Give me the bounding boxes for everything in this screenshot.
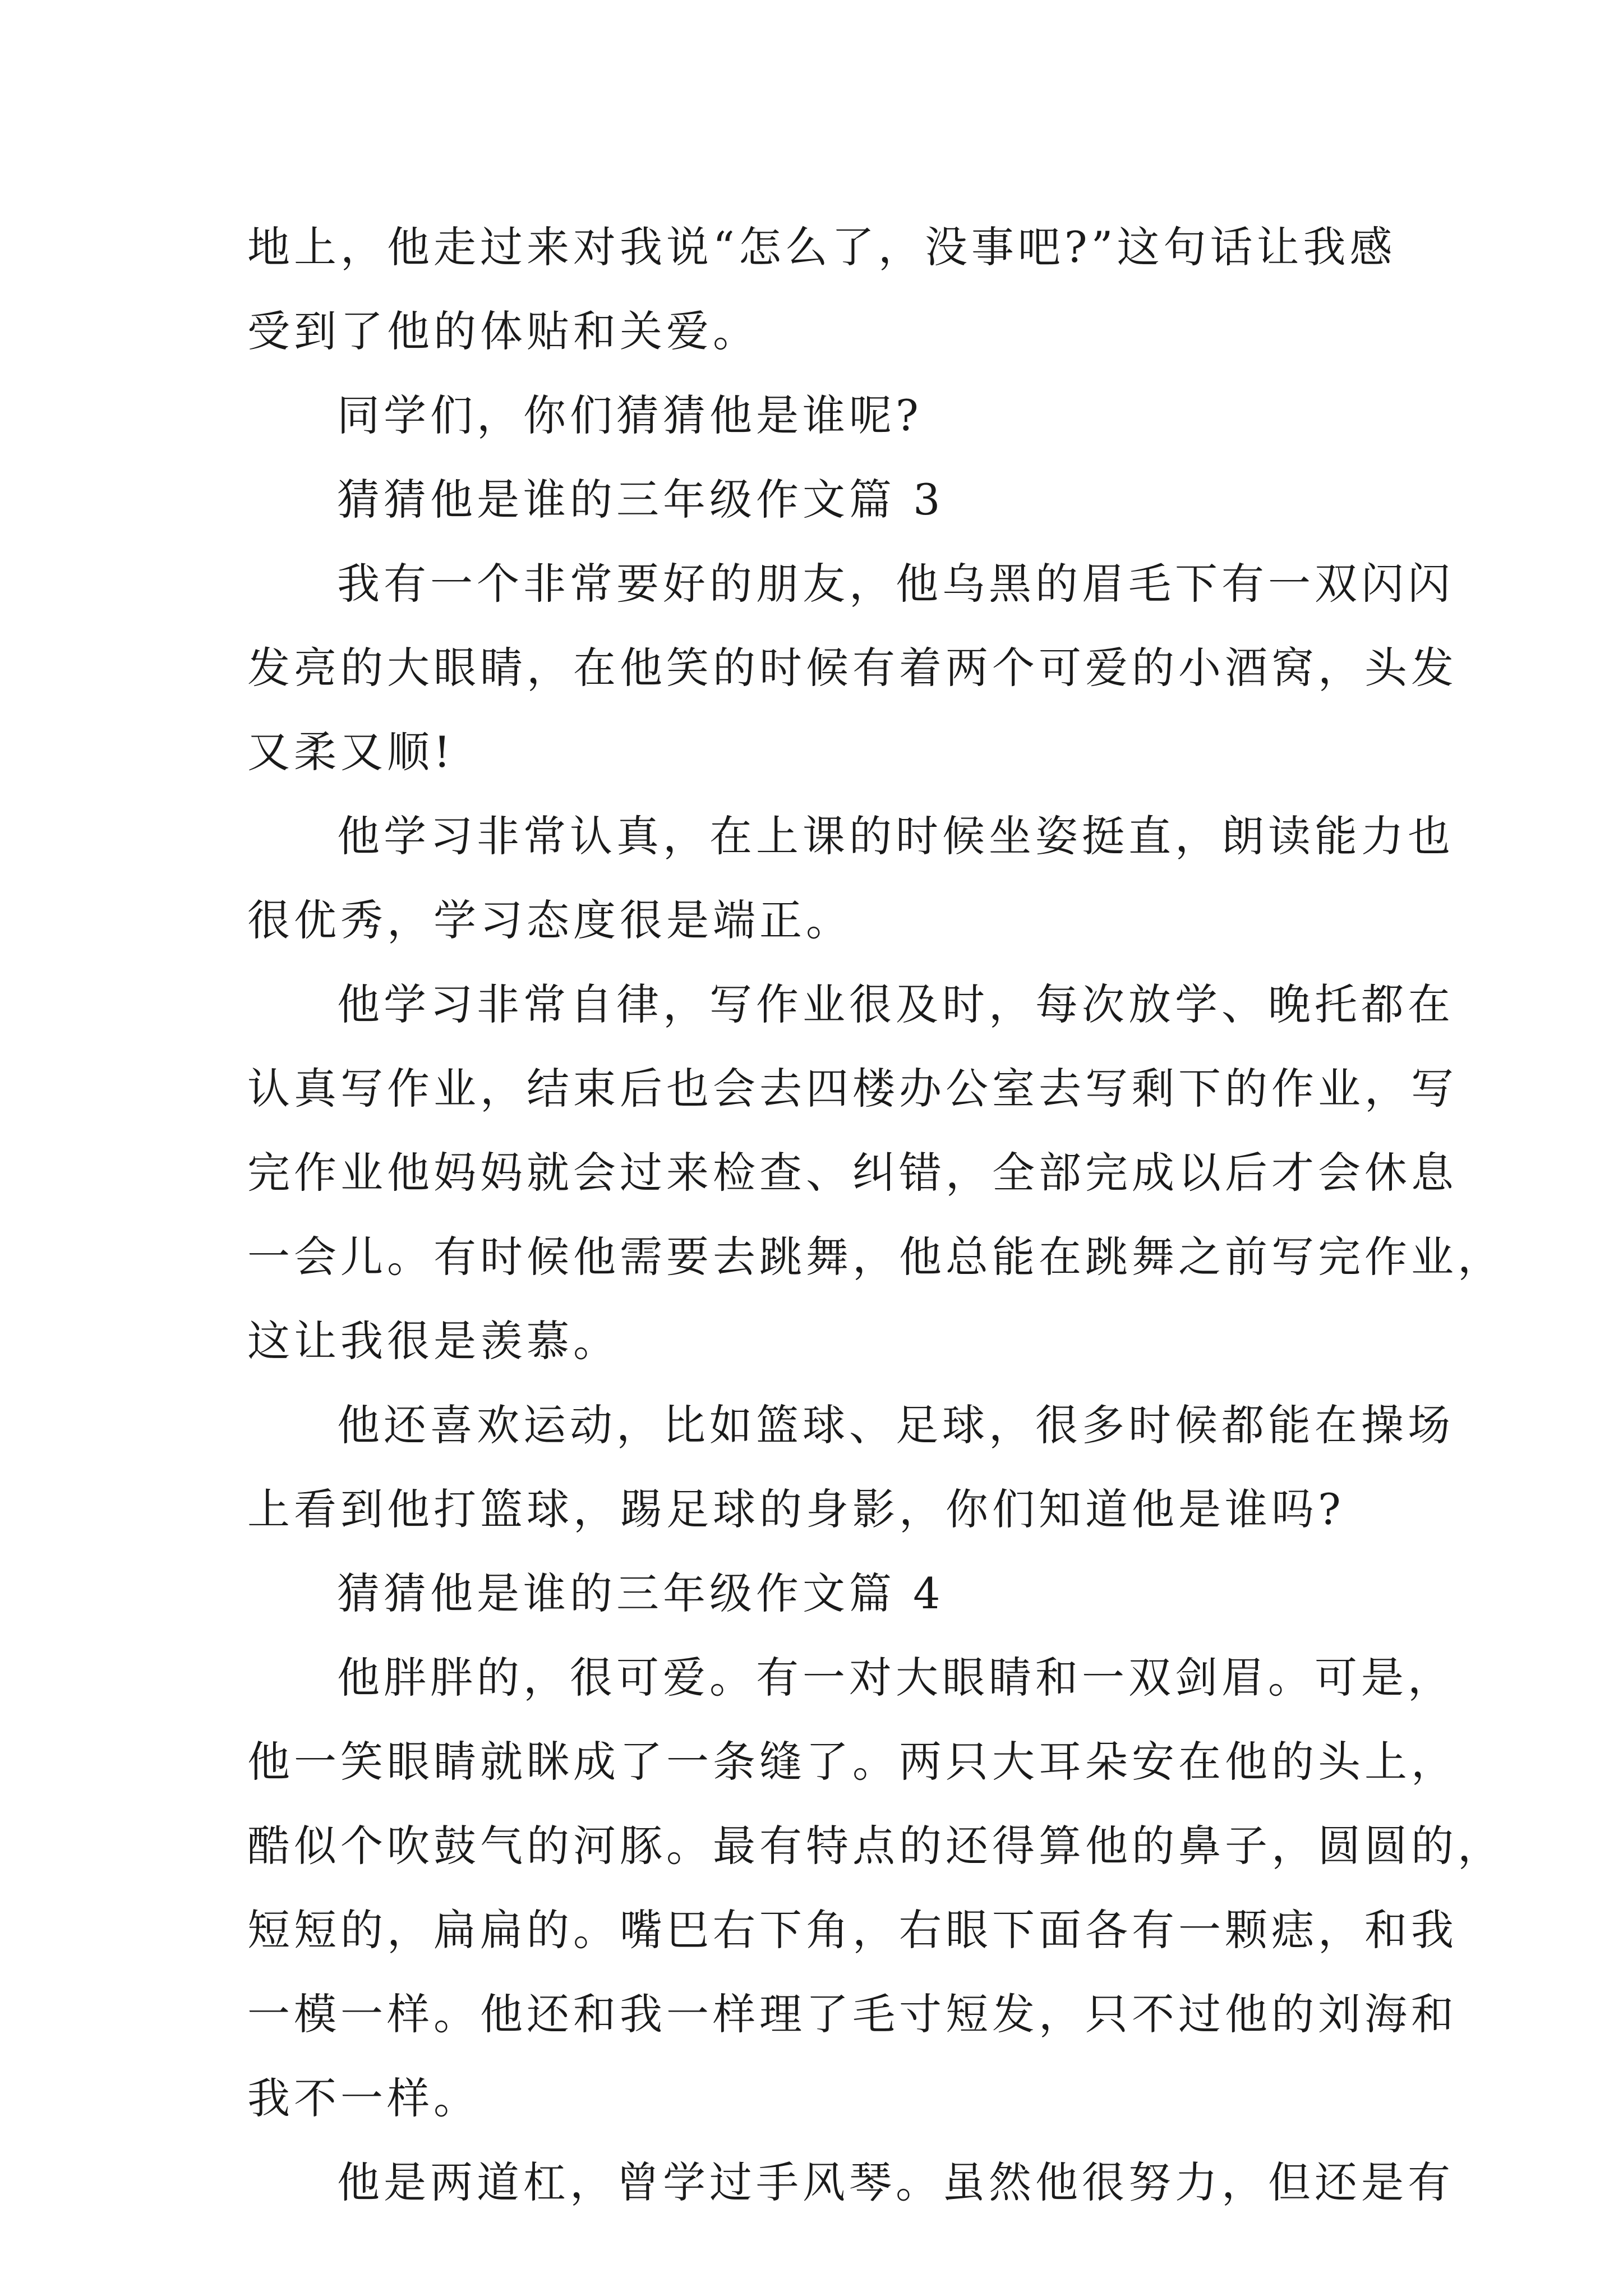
text-line: 酷似个吹鼓气的河豚。最有特点的还得算他的鼻子，圆圆的，	[247, 1821, 1504, 1871]
text-line: 他胖胖的，很可爱。有一对大眼睛和一双剑眉。可是，	[337, 1653, 1454, 1703]
text-line: 我有一个非常要好的朋友，他乌黑的眉毛下有一双闪闪	[337, 559, 1454, 609]
section-heading: 猜猜他是谁的三年级作文篇 3	[337, 475, 944, 524]
text-line: 我不一样。	[247, 2073, 480, 2123]
text-line: 完作业他妈妈就会过来检查、纠错，全部完成以后才会休息	[247, 1148, 1458, 1198]
text-line: 一会儿。有时候他需要去跳舞，他总能在跳舞之前写完作业，	[247, 1232, 1504, 1282]
text-line: 很优秀，学习态度很是端正。	[247, 895, 852, 945]
text-line: 他学习非常认真，在上课的时候坐姿挺直，朗读能力也	[337, 811, 1454, 861]
text-line: 发亮的大眼睛，在他笑的时候有着两个可爱的小酒窝，头发	[247, 643, 1458, 693]
text-line: 一模一样。他还和我一样理了毛寸短发，只不过他的刘海和	[247, 1989, 1458, 2039]
text-line: 他学习非常自律，写作业很及时，每次放学、晚托都在	[337, 979, 1454, 1029]
text-line: 同学们，你们猜猜他是谁呢?	[337, 390, 923, 440]
text-line: 他一笑眼睛就眯成了一条缝了。两只大耳朵安在他的头上，	[247, 1737, 1458, 1787]
text-line: 他还喜欢运动，比如篮球、足球，很多时候都能在操场	[337, 1400, 1454, 1450]
section-heading: 猜猜他是谁的三年级作文篇 4	[337, 1568, 944, 1618]
text-line: 认真写作业，结束后也会去四楼办公室去写剩下的作业，写	[247, 1064, 1458, 1114]
text-line: 受到了他的体贴和关爱。	[247, 306, 759, 356]
text-line: 短短的，扁扁的。嘴巴右下角，右眼下面各有一颗痣，和我	[247, 1905, 1458, 1955]
text-line: 他是两道杠，曾学过手风琴。虽然他很努力，但还是有	[337, 2157, 1454, 2207]
text-line: 地上，他走过来对我说“怎么了，没事吧?”这句话让我感	[247, 222, 1396, 272]
text-line: 上看到他打篮球，踢足球的身影，你们知道他是谁吗?	[247, 1484, 1345, 1534]
text-line: 又柔又顺!	[247, 727, 455, 777]
text-line: 这让我很是羡慕。	[247, 1316, 620, 1366]
